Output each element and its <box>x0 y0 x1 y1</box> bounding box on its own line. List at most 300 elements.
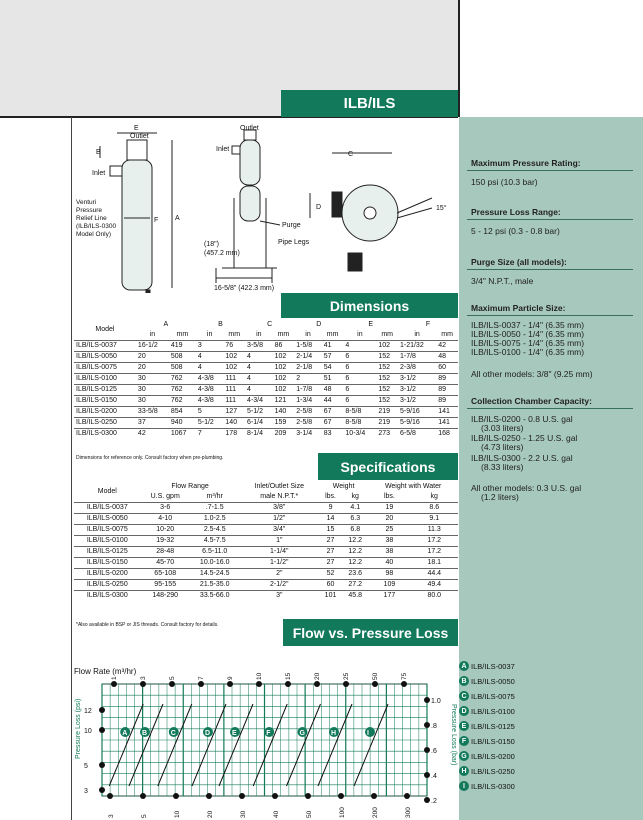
loss-value: 5 - 12 psi (0.3 - 0.8 bar) <box>471 226 560 236</box>
table-cell: 15 <box>319 525 342 536</box>
table-cell: 16-1/2 <box>136 341 169 352</box>
unit-label: in <box>305 331 311 338</box>
unit-label: in <box>206 331 213 338</box>
table-cell: 101 <box>319 591 342 602</box>
table-cell: 762 <box>169 374 196 385</box>
bottom-tick-marker <box>305 793 311 799</box>
top-tick-marker <box>140 681 146 687</box>
table-cell: 98 <box>368 569 410 580</box>
col-f: F <box>425 321 431 328</box>
table-cell: 1-5/8 <box>294 341 322 352</box>
table-cell: ILB/ILS-0125 <box>74 385 136 396</box>
table-cell: 1.0-2.5 <box>190 514 240 525</box>
table-cell: 38 <box>368 547 410 558</box>
table-cell: 42 <box>136 429 169 440</box>
top-tick-marker <box>372 681 378 687</box>
table-cell: 60 <box>319 580 342 591</box>
bottom-tick-marker <box>140 793 146 799</box>
legend-item <box>459 705 515 717</box>
legend-label: ILB/ILS-0100 <box>471 706 515 716</box>
dimensions-heading: Dimensions <box>281 293 458 318</box>
table-cell: 4 <box>245 374 273 385</box>
page-title: ILB/ILS <box>281 90 458 117</box>
y-axis-label: Pressure Loss (psi) <box>75 698 82 759</box>
top-tick-label: 20 <box>314 672 321 680</box>
table-cell: 508 <box>169 352 196 363</box>
table-cell: 1-1/4" <box>240 547 319 558</box>
top-tick-marker <box>198 681 204 687</box>
legend-item <box>459 660 515 672</box>
purge-title: Purge Size (all models): <box>471 257 567 267</box>
table-cell: 28-48 <box>141 547 190 558</box>
legend-label: ILB/ILS-0037 <box>471 661 515 671</box>
table-cell: ILB/ILS-0075 <box>74 525 141 536</box>
table-cell: 27 <box>319 536 342 547</box>
table-row <box>74 429 458 440</box>
unit-label: mm <box>381 331 393 338</box>
legend-marker: E <box>459 721 469 731</box>
top-tick-label: 10 <box>256 672 263 680</box>
table-cell: 4-3/8 <box>196 374 224 385</box>
table-cell: 102 <box>273 363 295 374</box>
unit-label: mm <box>326 331 339 338</box>
table-cell: 48 <box>322 385 344 396</box>
bottom-tick-label: 3 <box>108 814 115 818</box>
table-cell: 51 <box>322 374 344 385</box>
table-cell: 140 <box>223 418 245 429</box>
table-cell: 1-7/8 <box>294 385 322 396</box>
table-cell: 6 <box>343 374 376 385</box>
table-cell: 49.4 <box>411 580 459 591</box>
e-label: E <box>134 125 139 132</box>
table-cell: ILB/ILS-0125 <box>74 547 141 558</box>
table-row <box>74 569 458 580</box>
table-cell: 8-5/8 <box>343 418 376 429</box>
table-cell: ILB/ILS-0200 <box>74 569 141 580</box>
bottom-tick-label: 20 <box>207 810 214 818</box>
particle-value-1: ILB/ILS-0037 - 1/4" (6.35 mm) <box>471 320 585 330</box>
table-cell: 4.5-7.5 <box>190 536 240 547</box>
table-cell: 37 <box>136 418 169 429</box>
legend-marker: C <box>459 691 469 701</box>
table-cell: 5 <box>196 407 224 418</box>
bottom-tick-marker <box>206 793 212 799</box>
divider-vertical <box>458 0 460 117</box>
table-cell: 2-1/4 <box>294 352 322 363</box>
left-tick-label: 10 <box>84 728 92 735</box>
spec-col-weight: Weight <box>332 483 355 490</box>
table-cell: 1/2" <box>240 514 319 525</box>
table-cell: 44 <box>322 396 344 407</box>
table-cell: 4 <box>245 385 273 396</box>
table-cell: 152 <box>376 374 398 385</box>
dimensions-body <box>74 341 458 440</box>
series-label: A <box>122 730 128 737</box>
chamber-value-1: ILB/ILS-0200 - 0.8 U.S. gal <box>471 414 573 424</box>
spec-gpm: U.S. gpm <box>150 493 180 500</box>
table-cell: 141 <box>436 407 458 418</box>
table-cell: 19 <box>368 503 410 514</box>
table-cell: ILB/ILS-0250 <box>74 418 136 429</box>
table-cell: 27 <box>319 558 342 569</box>
angle-label: 15° <box>436 205 447 212</box>
unit-label: in <box>149 331 156 338</box>
chamber-other-2: (1.2 liters) <box>481 492 519 502</box>
table-cell: 80.0 <box>411 591 459 602</box>
table-cell: 12.2 <box>342 558 368 569</box>
top-tick-label: 5 <box>169 676 176 680</box>
left-tick-label: 5 <box>84 763 88 770</box>
top-tick-marker <box>314 681 320 687</box>
dimensions-note: Dimensions for reference only. Consult factory when pre-plumbing. <box>76 455 224 461</box>
table-cell: 30 <box>136 374 169 385</box>
table-cell: 6.5-11.0 <box>190 547 240 558</box>
table-cell: 20 <box>136 352 169 363</box>
table-cell: 6 <box>343 385 376 396</box>
table-cell: 6 <box>343 396 376 407</box>
table-cell: ILB/ILS-0200 <box>74 407 136 418</box>
unit-label: in <box>357 331 363 338</box>
table-cell: ILB/ILS-0075 <box>74 363 136 374</box>
table-cell: 4 <box>245 363 273 374</box>
table-cell: 102 <box>223 352 245 363</box>
particle-value-4: ILB/ILS-0100 - 1/4" (6.35 mm) <box>471 347 585 357</box>
series-label: G <box>299 730 305 737</box>
purge-value: 3/4" N.P.T., male <box>471 276 534 286</box>
unit-label: in <box>414 331 420 338</box>
table-cell: 9.1 <box>411 514 459 525</box>
table-cell: 17.2 <box>411 536 459 547</box>
table-cell: 178 <box>223 429 245 440</box>
table-row <box>74 385 458 396</box>
table-cell: 95-155 <box>141 580 190 591</box>
table-cell: 152 <box>376 352 398 363</box>
table-cell: 1-7/8 <box>398 352 436 363</box>
table-cell: 3" <box>240 591 319 602</box>
table-cell: 57 <box>322 352 344 363</box>
legend-item <box>459 690 515 702</box>
spec-col-model: Model <box>97 488 117 495</box>
table-cell: ILB/ILS-0050 <box>74 514 141 525</box>
right-tick-marker <box>424 722 430 728</box>
legend-marker: G <box>459 751 469 761</box>
table-cell: ILB/ILS-0250 <box>74 580 141 591</box>
bottom-tick-marker <box>272 793 278 799</box>
table-cell: 17.2 <box>411 547 459 558</box>
top-tick-label: 75 <box>401 672 408 680</box>
table-cell: 168 <box>436 429 458 440</box>
venturi-line-4: (ILB/ILS-0300 <box>76 223 117 230</box>
legend-marker: D <box>459 706 469 716</box>
legend-label: ILB/ILS-0050 <box>471 676 515 686</box>
top-tick-marker <box>401 681 407 687</box>
col-d: D <box>316 321 322 328</box>
table-cell: 52 <box>319 569 342 580</box>
table-cell: 273 <box>376 429 398 440</box>
legend-item <box>459 765 515 777</box>
separator-diagram <box>72 118 458 293</box>
table-cell: 102 <box>273 374 295 385</box>
table-cell: 2" <box>240 569 319 580</box>
table-row <box>74 352 458 363</box>
table-cell: 109 <box>368 580 410 591</box>
table-cell: 6.8 <box>342 525 368 536</box>
outlet-label-2: Outlet <box>240 125 259 132</box>
spec-kg: kg <box>351 493 359 500</box>
table-cell: 762 <box>169 385 196 396</box>
bottom-tick-label: 10 <box>174 810 181 818</box>
right-tick-marker <box>424 772 430 778</box>
table-cell: 33-5/8 <box>136 407 169 418</box>
table-cell: 89 <box>436 374 458 385</box>
table-cell: 7 <box>196 429 224 440</box>
table-cell: 44.4 <box>411 569 459 580</box>
table-cell: 30 <box>136 396 169 407</box>
table-cell: 3/8" <box>240 503 319 514</box>
table-cell: 45.8 <box>342 591 368 602</box>
table-cell: 10-3/4 <box>343 429 376 440</box>
table-cell: 2-1/2" <box>240 580 319 591</box>
table-cell: 1-1/2" <box>240 558 319 569</box>
legend-label: ILB/ILS-0150 <box>471 736 515 746</box>
table-cell: 5-1/2 <box>196 418 224 429</box>
legend-marker: A <box>459 661 469 671</box>
a-label: A <box>175 215 180 222</box>
left-tick-marker <box>99 727 105 733</box>
sidebar-rule <box>467 315 633 316</box>
table-cell: ILB/ILS-0150 <box>74 396 136 407</box>
table-cell: 5-9/16 <box>398 418 436 429</box>
table-cell: ILB/ILS-0150 <box>74 558 141 569</box>
bottom-tick-marker <box>404 793 410 799</box>
chamber-value-3: ILB/ILS-0250 - 1.25 U.S. gal <box>471 433 578 443</box>
spec-col-inlet: Inlet/Outlet Size <box>254 483 304 490</box>
table-cell: ILB/ILS-0100 <box>74 536 141 547</box>
inlet-label: Inlet <box>92 170 106 177</box>
col-model: Model <box>95 326 115 333</box>
table-cell: 8.6 <box>411 503 459 514</box>
table-cell: 209 <box>273 429 295 440</box>
table-cell: 8-1/4 <box>245 429 273 440</box>
table-cell: 140 <box>273 407 295 418</box>
bottom-tick-label: 30 <box>240 810 247 818</box>
venturi-line-1: Venturi <box>76 199 97 206</box>
top-tick-marker <box>227 681 233 687</box>
bottom-tick-marker <box>371 793 377 799</box>
bottom-tick-marker <box>239 793 245 799</box>
chamber-value-2: (3.03 liters) <box>481 423 524 433</box>
outlet-label: Outlet <box>130 133 149 140</box>
table-cell: 21.5-35.0 <box>190 580 240 591</box>
spec-m3: m³/hr <box>206 493 223 500</box>
spec-kg-2: kg <box>430 493 438 500</box>
series-label: E <box>232 730 237 737</box>
table-cell: 5-9/16 <box>398 407 436 418</box>
table-cell: 8-5/8 <box>343 407 376 418</box>
col-c: C <box>267 321 273 328</box>
table-cell: 3/4" <box>240 525 319 536</box>
spec-lbs: lbs. <box>325 493 336 500</box>
table-cell: 102 <box>273 385 295 396</box>
height-label-mm: (457.2 mm) <box>204 250 240 257</box>
bottom-tick-label: 300 <box>405 807 412 818</box>
y2-axis-label: Pressure Loss (bar) <box>450 704 457 766</box>
table-row <box>74 547 458 558</box>
bottom-tick-label: 200 <box>372 807 379 818</box>
legend-marker: I <box>459 781 469 791</box>
legend-label: ILB/ILS-0200 <box>471 751 515 761</box>
series-label: I <box>367 730 369 737</box>
table-cell: 111 <box>223 374 245 385</box>
table-cell: 6 <box>343 352 376 363</box>
col-b: B <box>218 321 223 328</box>
particle-title: Maximum Particle Size: <box>471 303 566 313</box>
specifications-note: *Also available in BSP or JIS threads. Consult factory for details. <box>76 622 219 628</box>
right-tick-marker <box>424 697 430 703</box>
right-tick-marker <box>424 797 430 803</box>
specifications-body <box>74 503 458 602</box>
spec-col-water: Weight with Water <box>384 483 442 490</box>
table-cell: 121 <box>273 396 295 407</box>
top-tick-marker <box>256 681 262 687</box>
table-cell: 148-290 <box>141 591 190 602</box>
table-cell: 20 <box>136 363 169 374</box>
table-cell: 6-5/8 <box>398 429 436 440</box>
table-cell: 3-1/2 <box>398 385 436 396</box>
legend-label: ILB/ILS-0075 <box>471 691 515 701</box>
right-tick-label: .6 <box>431 748 437 755</box>
table-cell: 4.1 <box>342 503 368 514</box>
table-cell: 4 <box>196 363 224 374</box>
unit-label: mm <box>176 331 189 338</box>
unit-label: in <box>256 331 262 338</box>
table-cell: ILB/ILS-0037 <box>74 341 136 352</box>
table-cell: 152 <box>376 385 398 396</box>
table-row <box>74 503 458 514</box>
f-label: F <box>154 217 159 224</box>
table-cell: 45-70 <box>141 558 190 569</box>
flow-heading: Flow vs. Pressure Loss <box>283 619 458 646</box>
table-cell: 65-108 <box>141 569 190 580</box>
sidebar-rule <box>467 219 633 220</box>
left-tick-label: 12 <box>84 708 92 715</box>
table-cell: 30 <box>136 385 169 396</box>
sidebar-rule <box>467 269 633 270</box>
table-cell: 102 <box>273 352 295 363</box>
table-cell: 40 <box>368 558 410 569</box>
table-cell: 33.5-66.0 <box>190 591 240 602</box>
table-cell: 89 <box>436 385 458 396</box>
table-cell: 2-1/8 <box>294 363 322 374</box>
table-row <box>74 374 458 385</box>
bottom-tick-marker <box>107 793 113 799</box>
table-row <box>74 514 458 525</box>
table-cell: 14 <box>319 514 342 525</box>
right-tick-label: .8 <box>431 723 437 730</box>
venturi-line-2: Pressure <box>76 207 103 214</box>
table-row <box>74 396 458 407</box>
top-tick-label: 25 <box>343 672 350 680</box>
table-cell: 4-3/8 <box>196 396 224 407</box>
table-cell: 4-3/8 <box>196 385 224 396</box>
spec-lbs-2: lbs. <box>383 493 395 500</box>
col-e: E <box>368 321 374 328</box>
table-cell: 152 <box>376 396 398 407</box>
table-cell: 6.3 <box>342 514 368 525</box>
height-label-in: (18") <box>204 241 219 248</box>
table-cell: 6 <box>343 363 376 374</box>
table-cell: ILB/ILS-0050 <box>74 352 136 363</box>
table-cell: 3 <box>196 341 224 352</box>
table-cell: 4 <box>196 352 224 363</box>
table-row <box>74 363 458 374</box>
table-cell: 1067 <box>169 429 196 440</box>
chart-title: Flow Rate (m³/hr) <box>74 667 137 676</box>
table-cell: 4-10 <box>141 514 190 525</box>
particle-value-3: ILB/ILS-0075 - 1/4" (6.35 mm) <box>471 338 585 348</box>
d-label: D <box>316 204 322 211</box>
table-cell: 3-1/2 <box>398 396 436 407</box>
table-cell: 41 <box>322 341 344 352</box>
table-cell: 12.2 <box>342 536 368 547</box>
spec-col-flow: Flow Range <box>171 483 209 490</box>
top-tick-label: 9 <box>227 676 234 680</box>
bottom-tick-label: 50 <box>306 810 313 818</box>
bottom-tick-marker <box>173 793 179 799</box>
legend-item <box>459 750 515 762</box>
table-cell: 1-3/4 <box>294 396 322 407</box>
table-cell: 25 <box>368 525 410 536</box>
top-tick-label: 3 <box>140 676 147 680</box>
table-cell: 89 <box>436 396 458 407</box>
legend-item <box>459 720 515 732</box>
table-cell: 2-3/8 <box>398 363 436 374</box>
top-tick-label: 1 <box>111 676 118 680</box>
table-cell: 67 <box>322 407 344 418</box>
b-label: B <box>96 149 101 156</box>
table-cell: 4 <box>245 352 273 363</box>
table-cell: 2.5-4.5 <box>190 525 240 536</box>
table-row <box>74 580 458 591</box>
table-row <box>74 591 458 602</box>
table-row <box>74 558 458 569</box>
table-cell: 419 <box>169 341 196 352</box>
unit-label: mm <box>277 331 290 338</box>
max-pressure-value: 150 psi (10.3 bar) <box>471 177 538 187</box>
bottom-tick-label: 100 <box>339 807 346 818</box>
table-row <box>74 536 458 547</box>
table-row <box>74 525 458 536</box>
particle-value-2: ILB/ILS-0050 - 1/4" (6.35 mm) <box>471 329 585 339</box>
table-cell: 60 <box>436 363 458 374</box>
table-cell: 12.2 <box>342 547 368 558</box>
table-cell: 11.3 <box>411 525 459 536</box>
right-tick-label: 1.0 <box>431 698 441 705</box>
bottom-tick-label: 5 <box>141 814 148 818</box>
table-cell: 86 <box>273 341 295 352</box>
right-tick-label: .2 <box>431 798 437 805</box>
sidebar-rule <box>467 408 633 409</box>
table-cell: 1" <box>240 536 319 547</box>
top-tick-label: 15 <box>285 672 292 680</box>
spec-npt: male N.P.T.* <box>260 493 299 500</box>
left-tick-marker <box>99 707 105 713</box>
table-cell: 102 <box>223 363 245 374</box>
venturi-line-5: Model Only) <box>76 231 112 238</box>
table-cell: 3-1/2 <box>398 374 436 385</box>
top-tick-label: 7 <box>198 676 205 680</box>
table-cell: 3-6 <box>141 503 190 514</box>
